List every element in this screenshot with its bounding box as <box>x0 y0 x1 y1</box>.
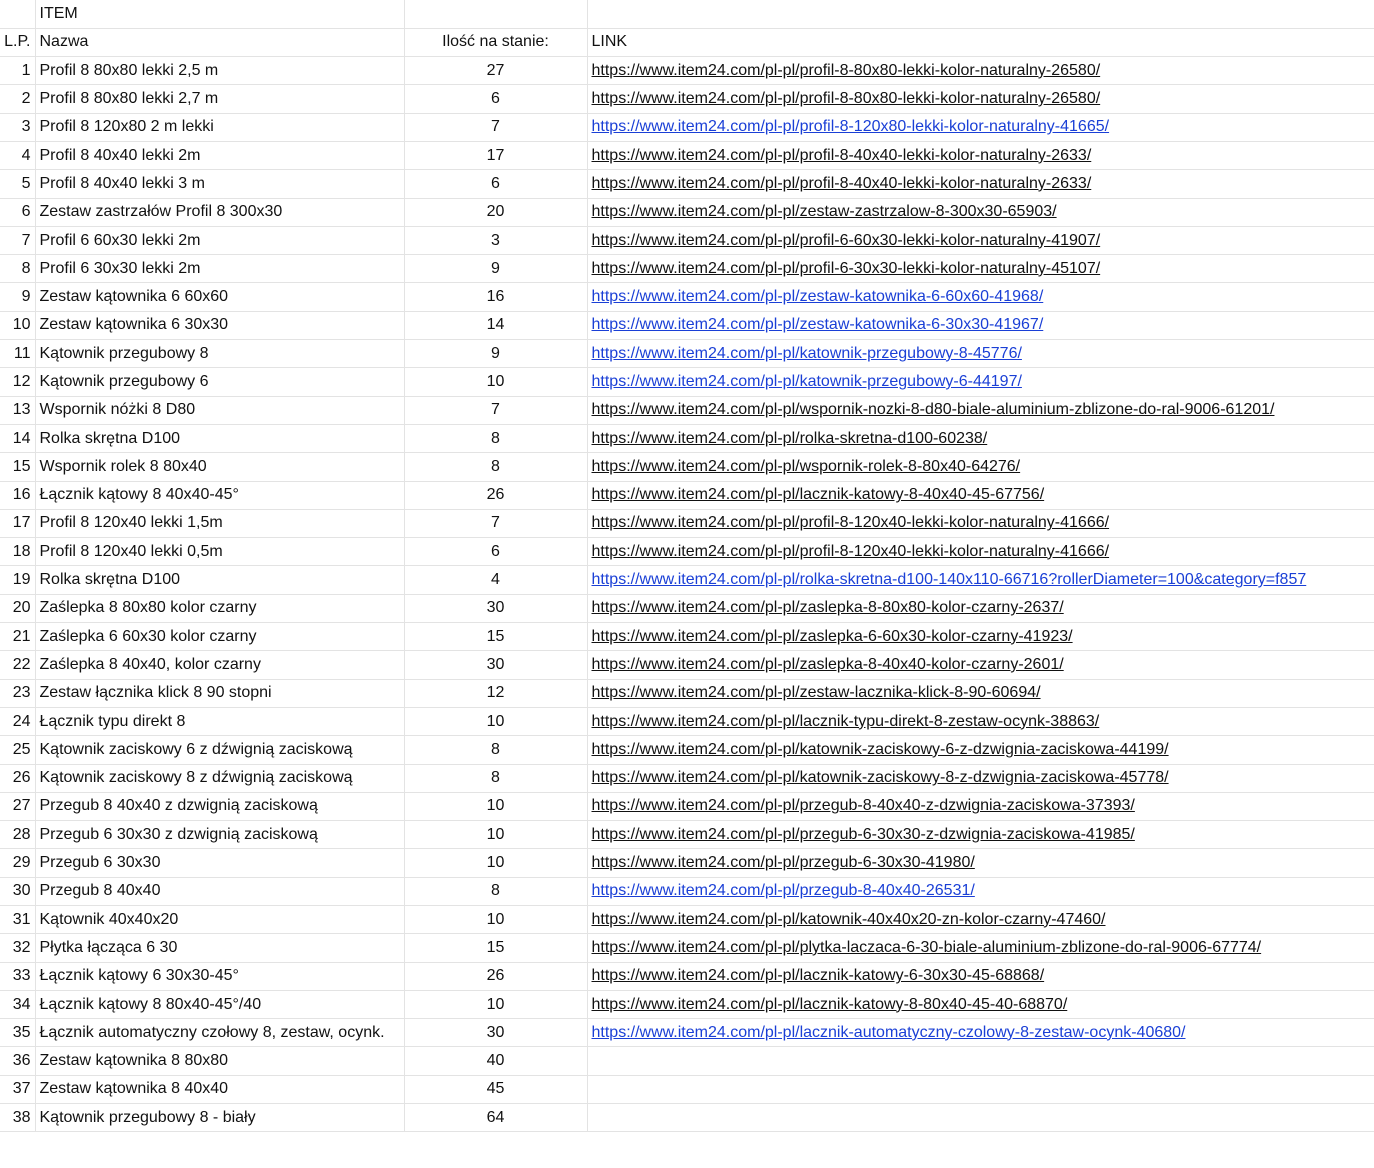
header-qty[interactable]: Ilość na stanie: <box>404 28 587 56</box>
item-name-cell[interactable]: Zestaw kątownika 6 60x60 <box>35 283 404 311</box>
quantity-cell[interactable]: 26 <box>404 962 587 990</box>
quantity-cell[interactable]: 30 <box>404 651 587 679</box>
item-name-cell[interactable]: Przegub 6 30x30 z dzwignią zaciskową <box>35 821 404 849</box>
item-name-cell[interactable]: Profil 6 60x30 lekki 2m <box>35 226 404 254</box>
item-name-cell[interactable]: Kątownik 40x40x20 <box>35 906 404 934</box>
product-link[interactable]: https://www.item24.com/pl-pl/profil-6-30x30-lekki-kolor-naturalny-45107/ <box>591 259 1101 277</box>
product-link[interactable]: https://www.item24.com/pl-pl/zestaw-lacznika-klick-8-90-60694/ <box>591 684 1041 702</box>
product-link[interactable]: https://www.item24.com/pl-pl/katownik-przegubowy-8-45776/ <box>591 344 1022 362</box>
link-cell[interactable] <box>587 1104 1374 1132</box>
quantity-cell[interactable]: 6 <box>404 170 587 198</box>
quantity-cell[interactable]: 10 <box>404 821 587 849</box>
item-name-cell[interactable]: Profil 8 120x40 lekki 0,5m <box>35 538 404 566</box>
row-number-cell[interactable]: 25 <box>0 736 35 764</box>
table-row <box>0 170 1374 198</box>
quantity-cell[interactable]: 30 <box>404 594 587 622</box>
product-link[interactable]: https://www.item24.com/pl-pl/przegub-6-30x30-41980/ <box>591 854 975 872</box>
link-cell[interactable] <box>587 424 1374 452</box>
row-number-cell[interactable]: 17 <box>0 509 35 537</box>
table-row <box>0 962 1374 990</box>
item-name-cell[interactable]: Zaślepka 6 60x30 kolor czarny <box>35 623 404 651</box>
link-cell[interactable] <box>587 792 1374 820</box>
link-cell[interactable] <box>587 538 1374 566</box>
table-row <box>0 1075 1374 1103</box>
item-name-cell[interactable]: Kątownik przegubowy 8 - biały <box>35 1104 404 1132</box>
table-row <box>0 623 1374 651</box>
quantity-cell[interactable]: 9 <box>404 340 587 368</box>
product-link[interactable]: https://www.item24.com/pl-pl/katownik-zaciskowy-8-z-dzwignia-zaciskowa-45778/ <box>591 769 1169 787</box>
row-number-cell[interactable]: 11 <box>0 340 35 368</box>
item-name-cell[interactable]: Wspornik rolek 8 80x40 <box>35 453 404 481</box>
item-name-cell[interactable]: Zestaw łącznika klick 8 90 stopni <box>35 679 404 707</box>
quantity-cell[interactable]: 14 <box>404 311 587 339</box>
item-name-cell[interactable]: Przegub 8 40x40 z dzwignią zaciskową <box>35 792 404 820</box>
product-link[interactable]: https://www.item24.com/pl-pl/lacznik-katowy-8-40x40-45-67756/ <box>591 486 1045 504</box>
quantity-cell[interactable]: 10 <box>404 849 587 877</box>
link-cell[interactable] <box>587 594 1374 622</box>
quantity-cell[interactable]: 6 <box>404 538 587 566</box>
quantity-cell[interactable]: 12 <box>404 679 587 707</box>
link-cell[interactable] <box>587 962 1374 990</box>
row-number-cell[interactable]: 10 <box>0 311 35 339</box>
table-row <box>0 566 1374 594</box>
link-cell[interactable] <box>587 764 1374 792</box>
product-link[interactable]: https://www.item24.com/pl-pl/przegub-8-40x40-26531/ <box>591 882 975 900</box>
link-cell[interactable] <box>587 990 1374 1018</box>
item-name-cell[interactable]: Profil 8 40x40 lekki 3 m <box>35 170 404 198</box>
table-row <box>0 1047 1374 1075</box>
link-cell[interactable] <box>587 85 1374 113</box>
row-number-cell[interactable]: 7 <box>0 226 35 254</box>
product-link[interactable]: https://www.item24.com/pl-pl/zaslepka-8-40x40-kolor-czarny-2601/ <box>591 655 1064 673</box>
quantity-cell[interactable]: 16 <box>404 283 587 311</box>
product-link[interactable]: https://www.item24.com/pl-pl/katownik-40x40x20-zn-kolor-czarny-47460/ <box>591 910 1106 928</box>
link-cell[interactable] <box>587 453 1374 481</box>
table-row <box>0 990 1374 1018</box>
link-cell[interactable] <box>587 170 1374 198</box>
row-number-cell[interactable]: 36 <box>0 1047 35 1075</box>
quantity-cell[interactable]: 30 <box>404 1019 587 1047</box>
table-row <box>0 255 1374 283</box>
item-name-cell[interactable]: Profil 8 120x40 lekki 1,5m <box>35 509 404 537</box>
product-link[interactable]: https://www.item24.com/pl-pl/rolka-skretna-d100-60238/ <box>591 429 988 447</box>
item-name-cell[interactable]: Przegub 8 40x40 <box>35 877 404 905</box>
link-cell[interactable] <box>587 113 1374 141</box>
quantity-cell[interactable]: 8 <box>404 764 587 792</box>
link-cell[interactable] <box>587 877 1374 905</box>
link-cell[interactable] <box>587 340 1374 368</box>
row-number-cell[interactable]: 3 <box>0 113 35 141</box>
quantity-cell[interactable]: 6 <box>404 85 587 113</box>
table-row <box>0 594 1374 622</box>
item-name-cell[interactable]: Kątownik zaciskowy 8 z dźwignią zaciskową <box>35 764 404 792</box>
link-cell[interactable] <box>587 255 1374 283</box>
table-row <box>0 85 1374 113</box>
table-row <box>0 424 1374 452</box>
link-cell[interactable] <box>587 481 1374 509</box>
table-row <box>0 311 1374 339</box>
product-link[interactable]: https://www.item24.com/pl-pl/lacznik-katowy-6-30x30-45-68868/ <box>591 967 1045 985</box>
link-cell[interactable] <box>587 311 1374 339</box>
item-name-cell[interactable]: Łącznik kątowy 8 80x40-45°/40 <box>35 990 404 1018</box>
row-number-cell[interactable]: 22 <box>0 651 35 679</box>
table-row <box>0 141 1374 169</box>
link-cell[interactable] <box>587 934 1374 962</box>
table-row <box>0 509 1374 537</box>
table-row <box>0 226 1374 254</box>
row-number-cell[interactable]: 16 <box>0 481 35 509</box>
table-row <box>0 368 1374 396</box>
link-cell[interactable] <box>587 566 1374 594</box>
table-row <box>0 736 1374 764</box>
product-link[interactable]: https://www.item24.com/pl-pl/zestaw-katownika-6-60x60-41968/ <box>591 288 1044 306</box>
quantity-cell[interactable]: 10 <box>404 707 587 735</box>
table-row <box>0 113 1374 141</box>
product-link[interactable]: https://www.item24.com/pl-pl/profil-8-40x40-lekki-kolor-naturalny-2633/ <box>591 174 1092 192</box>
table-row <box>0 934 1374 962</box>
table-row <box>0 1019 1374 1047</box>
table-row <box>0 707 1374 735</box>
table-row <box>0 877 1374 905</box>
link-cell[interactable] <box>587 651 1374 679</box>
item-name-cell[interactable]: Kątownik przegubowy 8 <box>35 340 404 368</box>
item-name-cell[interactable]: Kątownik zaciskowy 6 z dźwignią zaciskową <box>35 736 404 764</box>
product-link[interactable]: https://www.item24.com/pl-pl/przegub-6-30x30-z-dzwignia-zaciskowa-41985/ <box>591 825 1135 843</box>
quantity-cell[interactable]: 20 <box>404 198 587 226</box>
product-link[interactable]: https://www.item24.com/pl-pl/lacznik-typu-direkt-8-zestaw-ocynk-38863/ <box>591 712 1100 730</box>
table-row <box>0 396 1374 424</box>
row-number-cell[interactable]: 5 <box>0 170 35 198</box>
table-row <box>0 453 1374 481</box>
row-number-cell[interactable]: 35 <box>0 1019 35 1047</box>
cell-a1[interactable] <box>0 0 35 28</box>
row-number-cell[interactable]: 33 <box>0 962 35 990</box>
table-row <box>0 906 1374 934</box>
table-row <box>0 481 1374 509</box>
table-row <box>0 764 1374 792</box>
quantity-cell[interactable]: 15 <box>404 623 587 651</box>
item-name-cell[interactable]: Zestaw zastrzałów Profil 8 300x30 <box>35 198 404 226</box>
quantity-cell[interactable]: 64 <box>404 1104 587 1132</box>
row-number-cell[interactable]: 12 <box>0 368 35 396</box>
table-row <box>0 651 1374 679</box>
row-number-cell[interactable]: 28 <box>0 821 35 849</box>
link-cell[interactable] <box>587 1075 1374 1103</box>
row-number-cell[interactable]: 32 <box>0 934 35 962</box>
quantity-cell[interactable]: 8 <box>404 453 587 481</box>
item-name-cell[interactable]: Łącznik automatyczny czołowy 8, zestaw, ocynk. <box>35 1019 404 1047</box>
product-link[interactable]: https://www.item24.com/pl-pl/profil-8-80x80-lekki-kolor-naturalny-26580/ <box>591 90 1101 108</box>
header-row <box>0 28 1374 56</box>
cell-c1[interactable] <box>404 0 587 28</box>
row-number-cell[interactable]: 9 <box>0 283 35 311</box>
row-number-cell[interactable]: 20 <box>0 594 35 622</box>
link-cell[interactable] <box>587 736 1374 764</box>
quantity-cell[interactable]: 10 <box>404 990 587 1018</box>
quantity-cell[interactable]: 10 <box>404 368 587 396</box>
quantity-cell[interactable]: 10 <box>404 792 587 820</box>
product-link[interactable]: https://www.item24.com/pl-pl/plytka-laczaca-6-30-biale-aluminium-zblizone-do-ral-9006-67774/ <box>591 938 1262 956</box>
product-link[interactable]: https://www.item24.com/pl-pl/profil-8-120x40-lekki-kolor-naturalny-41666/ <box>591 542 1110 560</box>
item-name-cell[interactable]: Przegub 6 30x30 <box>35 849 404 877</box>
row-number-cell[interactable]: 23 <box>0 679 35 707</box>
quantity-cell[interactable]: 8 <box>404 736 587 764</box>
product-link[interactable]: https://www.item24.com/pl-pl/profil-6-60x30-lekki-kolor-naturalny-41907/ <box>591 231 1101 249</box>
item-name-cell[interactable]: Kątownik przegubowy 6 <box>35 368 404 396</box>
quantity-cell[interactable]: 17 <box>404 141 587 169</box>
link-cell[interactable] <box>587 1047 1374 1075</box>
row-number-cell[interactable]: 31 <box>0 906 35 934</box>
quantity-cell[interactable]: 26 <box>404 481 587 509</box>
link-cell[interactable] <box>587 906 1374 934</box>
link-cell[interactable] <box>587 368 1374 396</box>
row-number-cell[interactable]: 18 <box>0 538 35 566</box>
row-number-cell[interactable]: 30 <box>0 877 35 905</box>
link-cell[interactable] <box>587 679 1374 707</box>
link-cell[interactable] <box>587 141 1374 169</box>
link-cell[interactable] <box>587 283 1374 311</box>
item-name-cell[interactable]: Zaślepka 8 80x80 kolor czarny <box>35 594 404 622</box>
item-name-cell[interactable]: Łącznik typu direkt 8 <box>35 707 404 735</box>
link-cell[interactable] <box>587 509 1374 537</box>
quantity-cell[interactable]: 4 <box>404 566 587 594</box>
table-row <box>0 340 1374 368</box>
row-number-cell[interactable]: 37 <box>0 1075 35 1103</box>
row-number-cell[interactable]: 15 <box>0 453 35 481</box>
item-name-cell[interactable]: Zestaw kątownika 8 40x40 <box>35 1075 404 1103</box>
quantity-cell[interactable]: 8 <box>404 877 587 905</box>
row-number-cell[interactable]: 19 <box>0 566 35 594</box>
table-row <box>0 849 1374 877</box>
header-lp[interactable]: L.P. <box>0 28 35 56</box>
quantity-cell[interactable]: 9 <box>404 255 587 283</box>
item-name-cell[interactable]: Zaślepka 8 40x40, kolor czarny <box>35 651 404 679</box>
product-link[interactable]: https://www.item24.com/pl-pl/zestaw-zastrzalow-8-300x30-65903/ <box>591 203 1057 221</box>
row-number-cell[interactable]: 6 <box>0 198 35 226</box>
item-name-cell[interactable]: Profil 6 30x30 lekki 2m <box>35 255 404 283</box>
quantity-cell[interactable]: 40 <box>404 1047 587 1075</box>
product-link[interactable]: https://www.item24.com/pl-pl/zestaw-katownika-6-30x30-41967/ <box>591 316 1044 334</box>
product-link[interactable]: https://www.item24.com/pl-pl/lacznik-automatyczny-czolowy-8-zestaw-ocynk-40680/ <box>591 1023 1186 1041</box>
table-row <box>0 198 1374 226</box>
product-link[interactable]: https://www.item24.com/pl-pl/katownik-przegubowy-6-44197/ <box>591 373 1022 390</box>
item-name-cell[interactable]: Zestaw kątownika 8 80x80 <box>35 1047 404 1075</box>
link-cell[interactable] <box>587 226 1374 254</box>
link-cell[interactable] <box>587 849 1374 877</box>
item-name-cell[interactable]: Profil 8 40x40 lekki 2m <box>35 141 404 169</box>
item-name-cell[interactable]: Łącznik kątowy 8 40x40-45° <box>35 481 404 509</box>
item-name-cell[interactable]: Profil 8 120x80 2 m lekki <box>35 113 404 141</box>
product-link[interactable]: https://www.item24.com/pl-pl/zaslepka-8-80x80-kolor-czarny-2637/ <box>591 599 1064 617</box>
item-name-cell[interactable]: Łącznik kątowy 6 30x30-45° <box>35 962 404 990</box>
link-cell[interactable] <box>587 396 1374 424</box>
product-link[interactable]: https://www.item24.com/pl-pl/profil-8-120x80-lekki-kolor-naturalny-41665/ <box>591 118 1110 136</box>
item-name-cell[interactable]: Profil 8 80x80 lekki 2,5 m <box>35 57 404 85</box>
table-row <box>0 538 1374 566</box>
product-link[interactable]: https://www.item24.com/pl-pl/rolka-skretna-d100-140x110-66716?rollerDiameter=100&category=f857 <box>591 571 1307 589</box>
link-cell[interactable] <box>587 198 1374 226</box>
header-name[interactable]: Nazwa <box>35 28 404 56</box>
quantity-cell[interactable]: 15 <box>404 934 587 962</box>
product-link[interactable]: https://www.item24.com/pl-pl/lacznik-katowy-8-80x40-45-40-68870/ <box>591 995 1068 1013</box>
item-name-cell[interactable]: Wspornik nóżki 8 D80 <box>35 396 404 424</box>
table-row <box>0 679 1374 707</box>
row-number-cell[interactable]: 4 <box>0 141 35 169</box>
row-number-cell[interactable]: 38 <box>0 1104 35 1132</box>
title-row <box>0 0 1374 28</box>
row-number-cell[interactable]: 24 <box>0 707 35 735</box>
row-number-cell[interactable]: 21 <box>0 623 35 651</box>
item-name-cell[interactable]: Płytka łącząca 6 30 <box>35 934 404 962</box>
table-row <box>0 792 1374 820</box>
product-link[interactable]: https://www.item24.com/pl-pl/wspornik-rolek-8-80x40-64276/ <box>591 457 1021 475</box>
quantity-cell[interactable]: 45 <box>404 1075 587 1103</box>
row-number-cell[interactable]: 29 <box>0 849 35 877</box>
row-number-cell[interactable]: 34 <box>0 990 35 1018</box>
row-number-cell[interactable]: 2 <box>0 85 35 113</box>
table-row <box>0 1104 1374 1132</box>
quantity-cell[interactable]: 7 <box>404 509 587 537</box>
item-name-cell[interactable]: Profil 8 80x80 lekki 2,7 m <box>35 85 404 113</box>
item-name-cell[interactable]: Rolka skrętna D100 <box>35 424 404 452</box>
product-link[interactable]: https://www.item24.com/pl-pl/przegub-8-40x40-z-dzwignia-zaciskowa-37393/ <box>591 797 1135 815</box>
row-number-cell[interactable]: 1 <box>0 57 35 85</box>
item-name-cell[interactable]: Rolka skrętna D100 <box>35 566 404 594</box>
product-link[interactable]: https://www.item24.com/pl-pl/profil-8-80x80-lekki-kolor-naturalny-26580/ <box>591 61 1101 79</box>
header-link[interactable]: LINK <box>587 28 1374 56</box>
quantity-cell[interactable]: 10 <box>404 906 587 934</box>
product-link[interactable]: https://www.item24.com/pl-pl/zaslepka-6-60x30-kolor-czarny-41923/ <box>591 627 1073 645</box>
row-number-cell[interactable]: 26 <box>0 764 35 792</box>
row-number-cell[interactable]: 13 <box>0 396 35 424</box>
cell-d1[interactable] <box>587 0 1374 28</box>
product-link[interactable]: https://www.item24.com/pl-pl/katownik-zaciskowy-6-z-dzwignia-zaciskowa-44199/ <box>591 740 1169 758</box>
quantity-cell[interactable]: 7 <box>404 396 587 424</box>
link-cell[interactable] <box>587 707 1374 735</box>
table-row <box>0 821 1374 849</box>
link-cell[interactable] <box>587 821 1374 849</box>
link-cell[interactable] <box>587 1019 1374 1047</box>
table-row <box>0 283 1374 311</box>
quantity-cell[interactable]: 3 <box>404 226 587 254</box>
product-link[interactable]: https://www.item24.com/pl-pl/profil-8-40x40-lekki-kolor-naturalny-2633/ <box>591 146 1092 164</box>
table-row <box>0 57 1374 85</box>
row-number-cell[interactable]: 8 <box>0 255 35 283</box>
sheet-title-cell[interactable]: ITEM <box>35 0 404 28</box>
row-number-cell[interactable]: 14 <box>0 424 35 452</box>
link-cell[interactable] <box>587 623 1374 651</box>
quantity-cell[interactable]: 7 <box>404 113 587 141</box>
product-link[interactable]: https://www.item24.com/pl-pl/wspornik-nozki-8-d80-biale-aluminium-zblizone-do-ral-9006-61201/ <box>591 401 1275 419</box>
item-name-cell[interactable]: Zestaw kątownika 6 30x30 <box>35 311 404 339</box>
row-number-cell[interactable]: 27 <box>0 792 35 820</box>
product-link[interactable]: https://www.item24.com/pl-pl/profil-8-120x40-lekki-kolor-naturalny-41666/ <box>591 514 1110 532</box>
quantity-cell[interactable]: 27 <box>404 57 587 85</box>
link-cell[interactable] <box>587 57 1374 85</box>
quantity-cell[interactable]: 8 <box>404 424 587 452</box>
